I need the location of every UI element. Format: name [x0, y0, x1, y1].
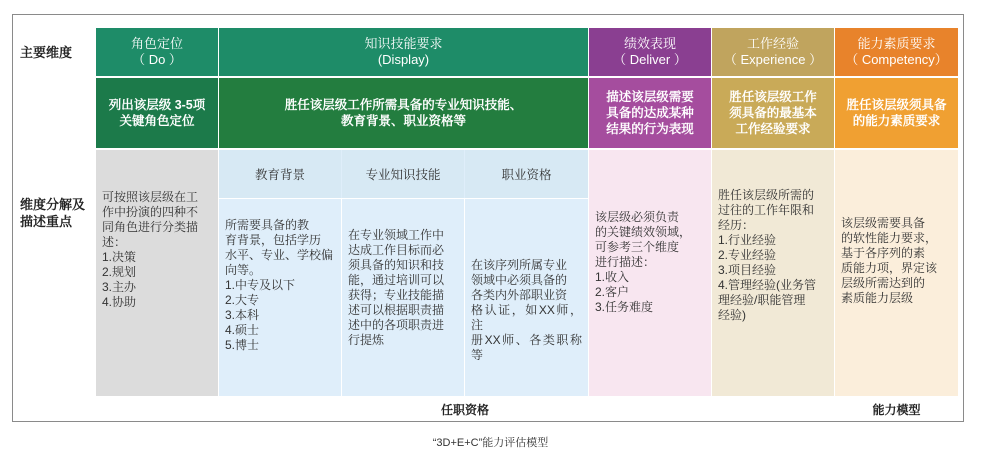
row-label-breakdown: 维度分解及 描述重点 [20, 197, 86, 229]
knowledge-divider [219, 198, 588, 199]
subheader-role: 列出该层级 3-5项 关键角色定位 [96, 78, 218, 148]
knowledge-skills-body: 在专业领域工作中 达成工作目标而必 须具备的知识和技 能，通过培训可以 获得；专业技能描 述可以根据职责描 述中的各项职责进 行提炼 [348, 228, 445, 347]
row-label-main: 主要维度 [20, 45, 73, 60]
subheader-performance: 描述该层级需要 具备的达成某种 结果的行为表现 [589, 78, 711, 148]
body-experience: 胜任该层级所需的 过往的工作年限和 经历： 1.行业经验 2.专业经验 3.项目经验 4.管理经验(业务管 理经验/职能管理 经验) [712, 150, 834, 396]
body-competency: 该层级需要具备 的软性能力要求， 基于各序列的素 质能力项，界定该 层级所需达到的 素质能力层级 [835, 150, 958, 396]
body-performance: 该层级必须负责 的关键绩效领域， 可参考三个维度 进行描述： 1.收入 2.客户 3.任务难度 [589, 150, 711, 396]
header-role: 角色定位 （ Do ） [96, 28, 218, 76]
knowledge-qualification-body: 在该序列所属专业 领域中必须具备的 各类内外部职业资 格认证，如XX师，注 册XX师、各类职称等 [471, 258, 582, 362]
header-competency: 能力素质要求 （ Competency） [835, 28, 958, 76]
subheader-knowledge: 胜任该层级工作所需具备的专业知识技能、 教育背景、职业资格等 [219, 78, 588, 148]
knowledge-qualification-header: 职业资格 [465, 150, 588, 198]
footer-model: 能力模型 [872, 403, 921, 417]
header-performance: 绩效表现 （ Deliver ） [589, 28, 711, 76]
knowledge-skills-header: 专业知识技能 [342, 150, 464, 198]
body-role: 可按照该层级在工 作中扮演的四种不 同角色进行分类描 述： 1.决策 2.规划 3.主办 4.协助 [96, 150, 218, 396]
caption: “3D+E+C”能力评估模型 [432, 437, 549, 449]
subheader-experience: 胜任该层级工作 须具备的最基本 工作经验要求 [712, 78, 834, 148]
header-knowledge: 知识技能要求 (Display) [219, 28, 588, 76]
header-experience: 工作经验 （ Experience ） [712, 28, 834, 76]
subheader-competency: 胜任该层级须具备 的能力素质要求 [835, 78, 958, 148]
knowledge-education-body: 所需要具备的教 育背景，包括学历 水平、专业、学校偏 向等。 1.中专及以下 2.大专 3.本科 4.硕士 5.博士 [225, 218, 334, 352]
footer-qualification: 任职资格 [440, 403, 489, 417]
knowledge-education-header: 教育背景 [219, 150, 341, 198]
